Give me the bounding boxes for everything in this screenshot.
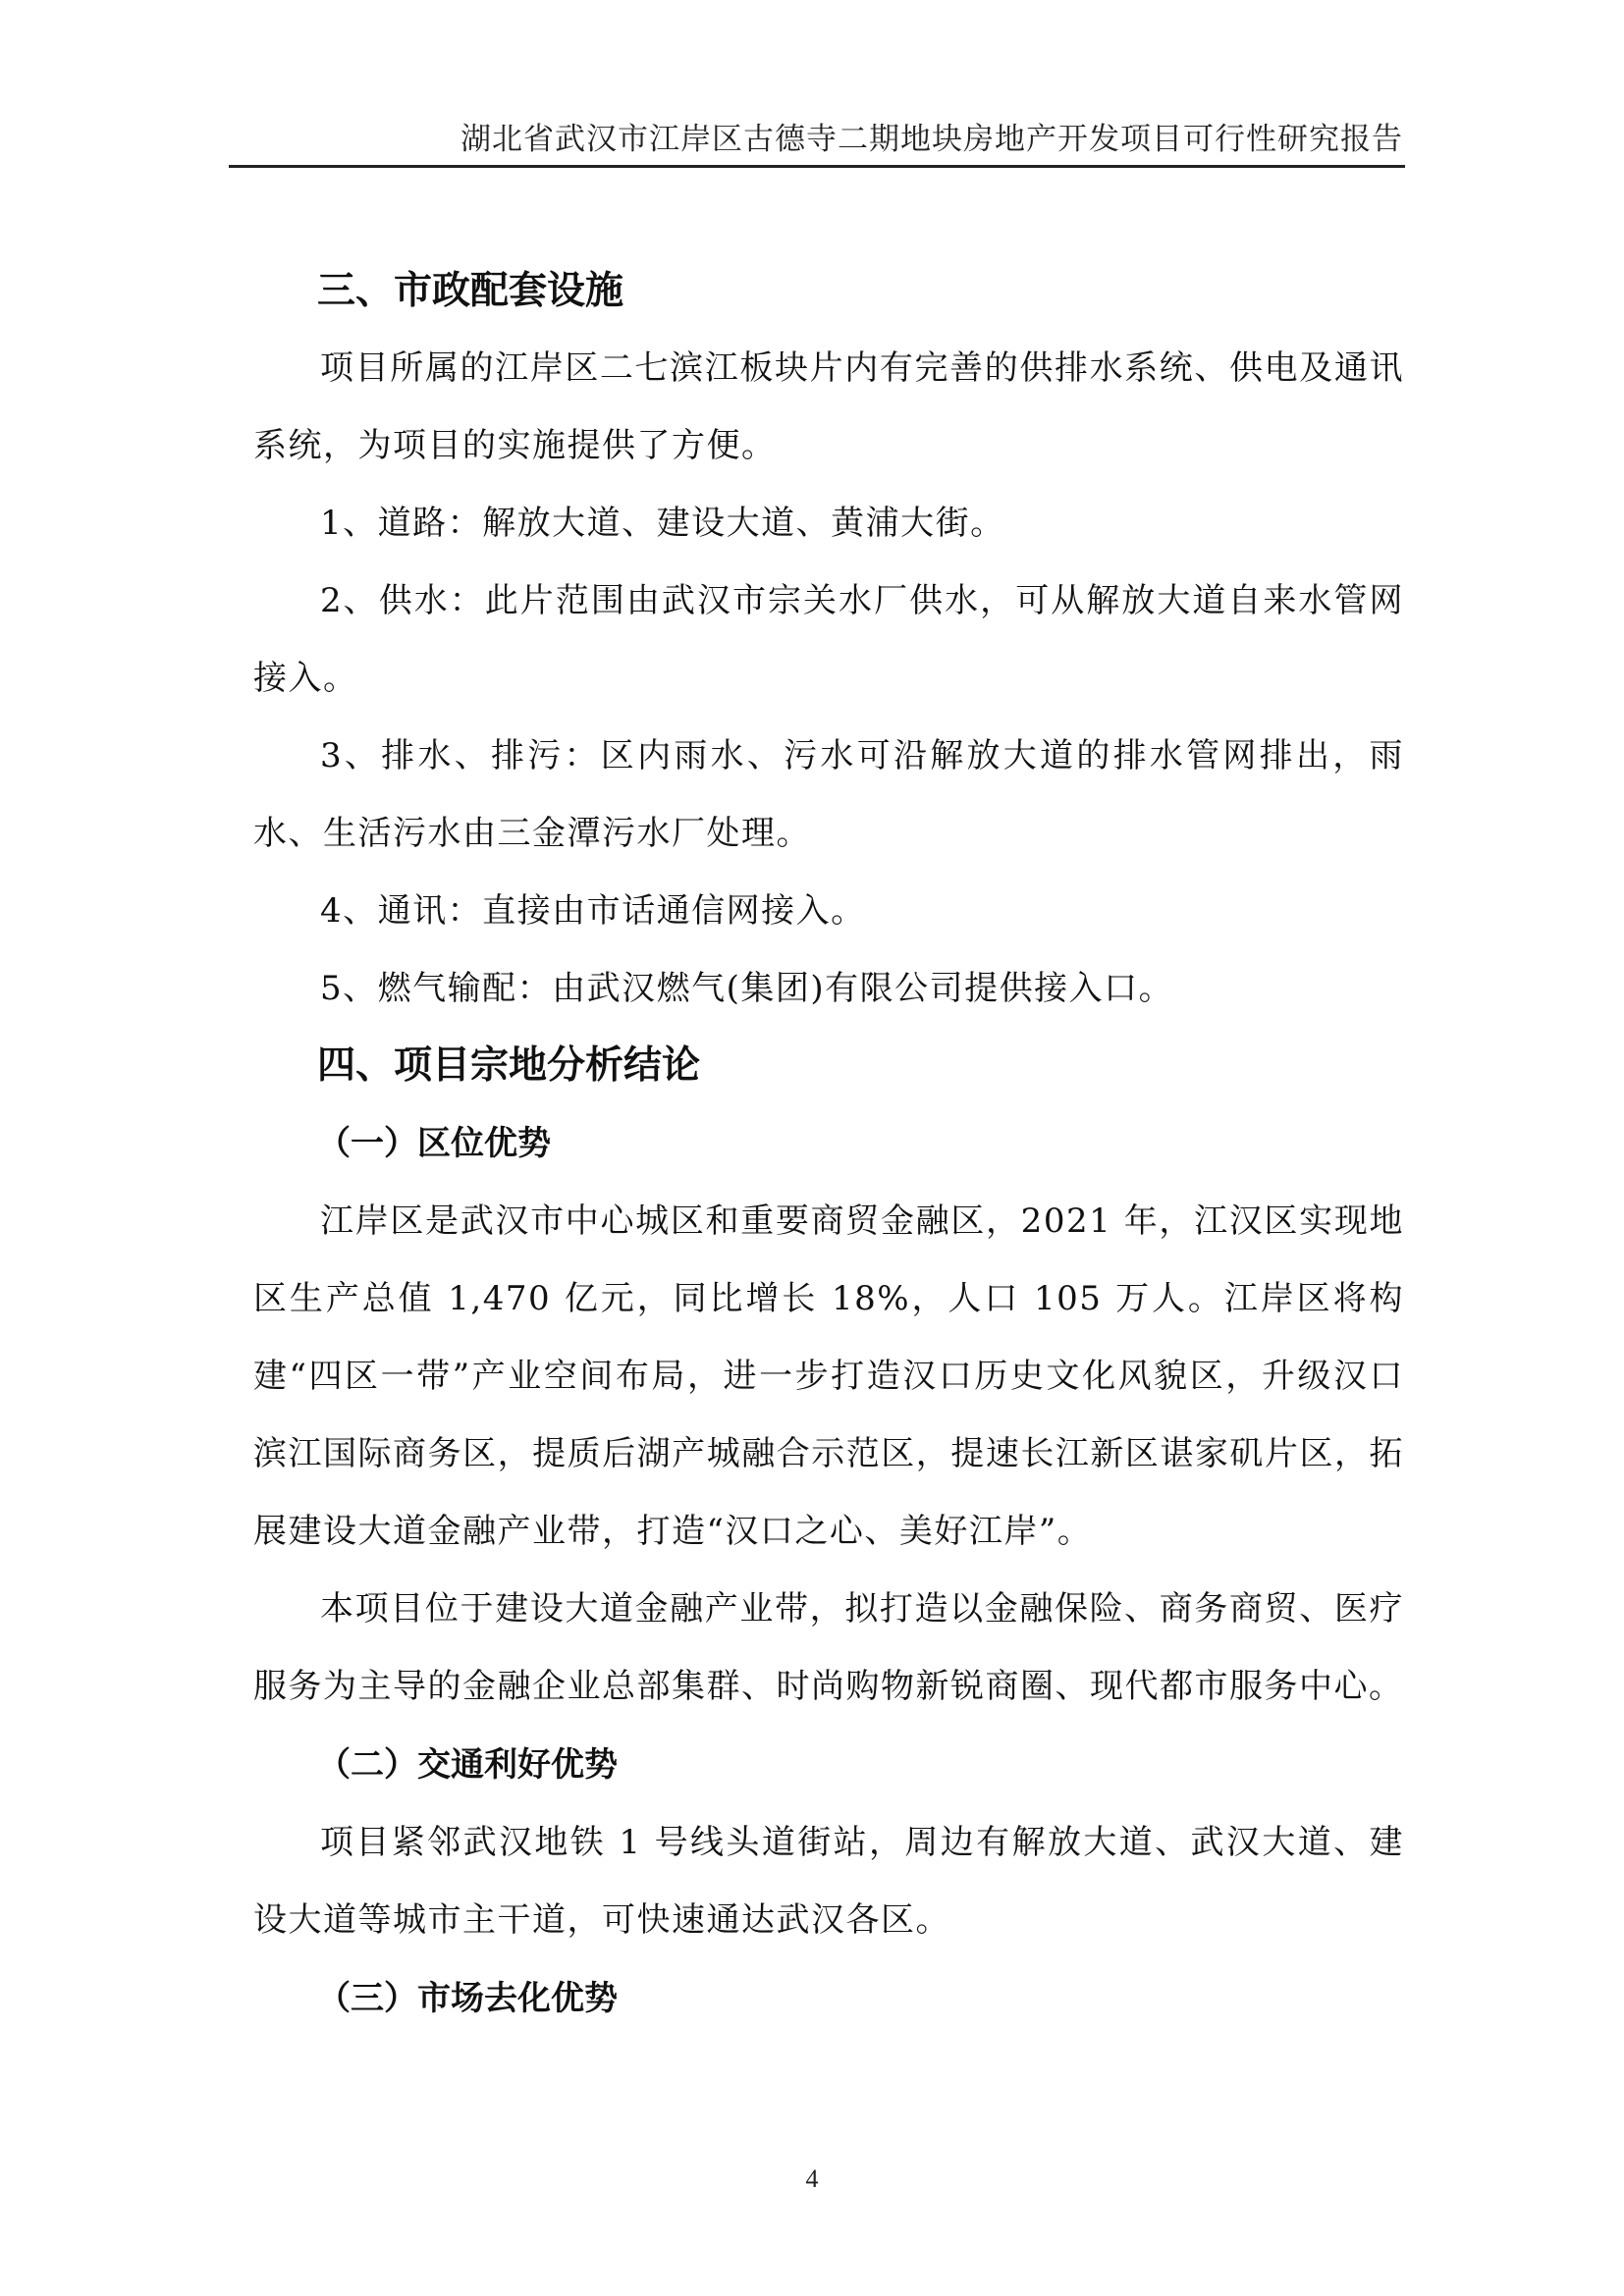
section-heading-municipal-facilities: 三、市政配套设施 — [317, 269, 624, 313]
paragraph-roads: 1、道路：解放大道、建设大道、黄浦大街。 — [320, 504, 1005, 543]
paragraph-location-overview: 江岸区是武汉市中心城区和重要商贸金融区，2021 年，江汉区实现地区生产总值 1,470 亿元，同比增长 18%，人口 105 万人。江岸区将构建“四区一带”产业空间布局，进一步打造汉口历史文化风貌区，升级汉口滨江国际商务区，提质后湖产城融合示范区，提速长江新区谌家矶片区，拓展建设大道金融产业带，打造“汉口之心、美好江岸”。 — [253, 1201, 1404, 1551]
paragraph-project-position: 本项目位于建设大道金融产业带，拟打造以金融保险、商务商贸、医疗服务为主导的金融企业总部集群、时尚购物新锐商圈、现代都市服务中心。 — [253, 1589, 1404, 1706]
paragraph-transport: 项目紧邻武汉地铁 1 号线头道街站，周边有解放大道、武汉大道、建设大道等城市主干道，可快速通达武汉各区。 — [253, 1823, 1404, 1940]
paragraph-gas: 5、燃气输配：由武汉燃气(集团)有限公司提供接入口。 — [320, 969, 1174, 1008]
subsection-heading-location: （一）区位优势 — [317, 1124, 551, 1163]
subsection-heading-transport: （二）交通利好优势 — [317, 1745, 618, 1785]
subsection-heading-market: （三）市场去化优势 — [317, 1979, 618, 2018]
paragraph-facilities-intro: 项目所属的江岸区二七滨江板块片内有完善的供排水系统、供电及通讯系统，为项目的实施提供了方便。 — [253, 348, 1404, 465]
page-body — [253, 253, 1404, 2038]
page-header — [229, 110, 1405, 168]
report-title: 湖北省武汉市江岸区古德寺二期地块房地产开发项目可行性研究报告 — [460, 122, 1403, 157]
section-heading-site-analysis: 四、项目宗地分析结论 — [317, 1043, 701, 1088]
paragraph-drainage: 3、排水、排污：区内雨水、污水可沿解放大道的排水管网排出，雨水、生活污水由三金潭污水厂处理。 — [253, 736, 1404, 853]
paragraph-water-supply: 2、供水：此片范围由武汉市宗关水厂供水，可从解放大道自来水管网接入。 — [253, 581, 1404, 698]
paragraph-telecom: 4、通讯：直接由市话通信网接入。 — [320, 891, 866, 931]
page-number: 4 — [805, 2164, 819, 2193]
